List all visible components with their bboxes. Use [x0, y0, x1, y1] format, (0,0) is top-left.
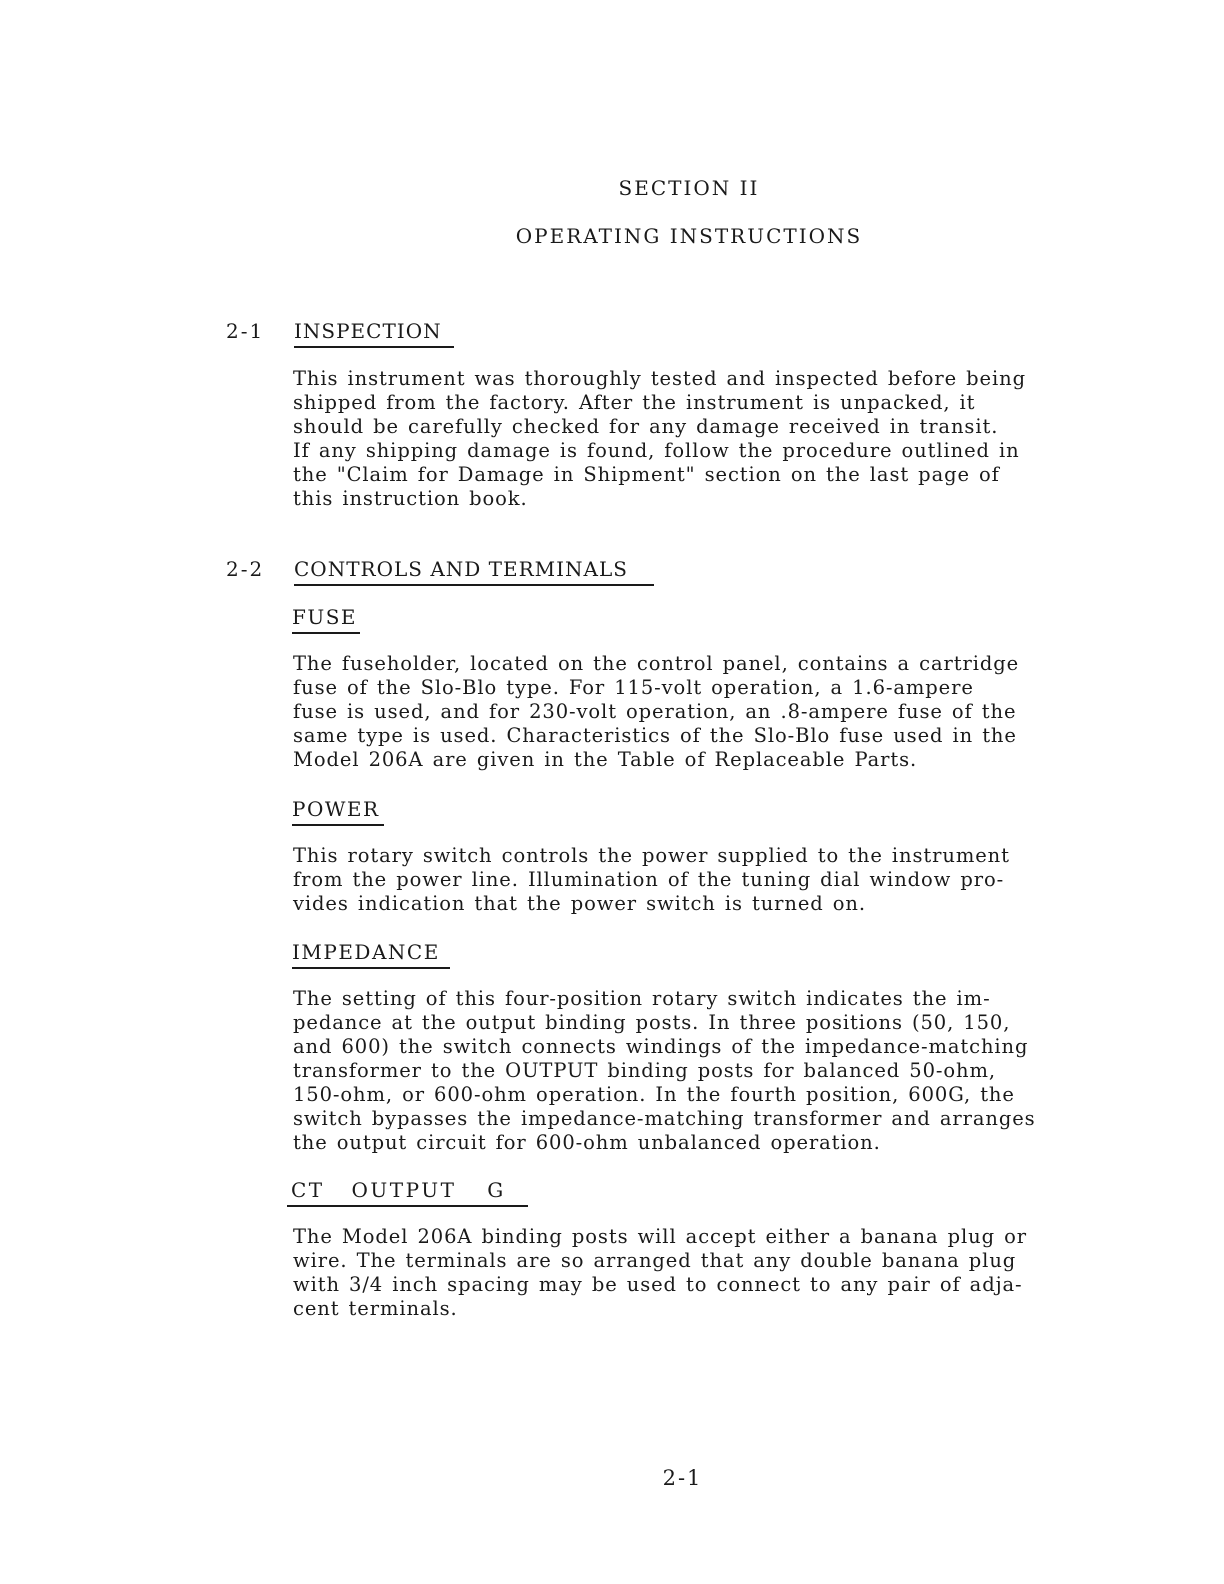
paragraph-line: should be carefully checked for any damage received in transit.	[293, 415, 999, 438]
paragraph-line: The Model 206A binding posts will accept either a banana plug or	[293, 1225, 1027, 1248]
impedance-paragraph	[293, 987, 1108, 1155]
paragraph-line: transformer to the OUTPUT binding posts for balanced 50-ohm,	[293, 1059, 996, 1082]
terminal-label-g: G	[487, 1178, 506, 1202]
inspection-paragraph	[293, 367, 1108, 511]
subsection-title-power: POWER	[292, 797, 384, 826]
paragraph-line: the output circuit for 600-ohm unbalanced operation.	[293, 1131, 881, 1154]
section-subheading: OPERATING INSTRUCTIONS	[515, 224, 863, 248]
power-paragraph	[293, 844, 1108, 916]
paragraph-line: with 3/4 inch spacing may be used to connect to any pair of adja-	[293, 1273, 1023, 1296]
paragraph-line: from the power line. Illumination of the tuning dial window pro-	[293, 868, 1005, 891]
paragraph-line: switch bypasses the impedance-matching transformer and arranges	[293, 1107, 1036, 1130]
page-number: 2-1	[662, 1466, 703, 1490]
paragraph-line: shipped from the factory. After the instrument is unpacked, it	[293, 391, 976, 414]
subsection-title-impedance: IMPEDANCE	[292, 940, 450, 969]
paragraph-line: same type is used. Characteristics of the Slo-Blo fuse used in the	[293, 724, 1017, 747]
paragraph-line: and 600) the switch connects windings of the impedance-matching	[293, 1035, 1029, 1058]
paragraph-line: If any shipping damage is found, follow the procedure outlined in	[293, 439, 1020, 462]
paragraph-line: 150-ohm, or 600-ohm operation. In the fourth position, 600G, the	[293, 1083, 1015, 1106]
paragraph-line: cent terminals.	[293, 1297, 458, 1320]
paragraph-line: fuse of the Slo-Blo type. For 115-volt operation, a 1.6-ampere	[293, 676, 974, 699]
terminals-paragraph	[293, 1225, 1108, 1321]
paragraph-line: This rotary switch controls the power supplied to the instrument	[293, 844, 1010, 867]
section-number-inspection: 2-1	[226, 319, 265, 343]
paragraph-line: this instruction book.	[293, 487, 528, 510]
subsection-title-terminals	[287, 1178, 528, 1207]
paragraph-line: The setting of this four-position rotary switch indicates the im-	[293, 987, 991, 1010]
terminal-label-ct: CT	[291, 1178, 325, 1202]
fuse-paragraph	[293, 652, 1108, 772]
paragraph-line: wire. The terminals are so arranged that any double banana plug	[293, 1249, 1017, 1272]
paragraph-line: the "Claim for Damage in Shipment" section on the last page of	[293, 463, 1000, 486]
section-number-controls: 2-2	[226, 557, 265, 581]
paragraph-line: pedance at the output binding posts. In three positions (50, 150,	[293, 1011, 1011, 1034]
subsection-title-fuse: FUSE	[292, 605, 360, 634]
paragraph-line: This instrument was thoroughly tested and inspected before being	[293, 367, 1026, 390]
terminal-label-output: OUTPUT	[351, 1178, 457, 1202]
paragraph-line: vides indication that the power switch is turned on.	[293, 892, 866, 915]
section-title-inspection: INSPECTION	[294, 319, 454, 348]
paragraph-line: Model 206A are given in the Table of Replaceable Parts.	[293, 748, 918, 771]
section-heading: SECTION II	[618, 176, 760, 200]
paragraph-line: The fuseholder, located on the control panel, contains a cartridge	[293, 652, 1020, 675]
paragraph-line: fuse is used, and for 230-volt operation, an .8-ampere fuse of the	[293, 700, 1017, 723]
section-title-controls: CONTROLS AND TERMINALS	[294, 557, 654, 586]
